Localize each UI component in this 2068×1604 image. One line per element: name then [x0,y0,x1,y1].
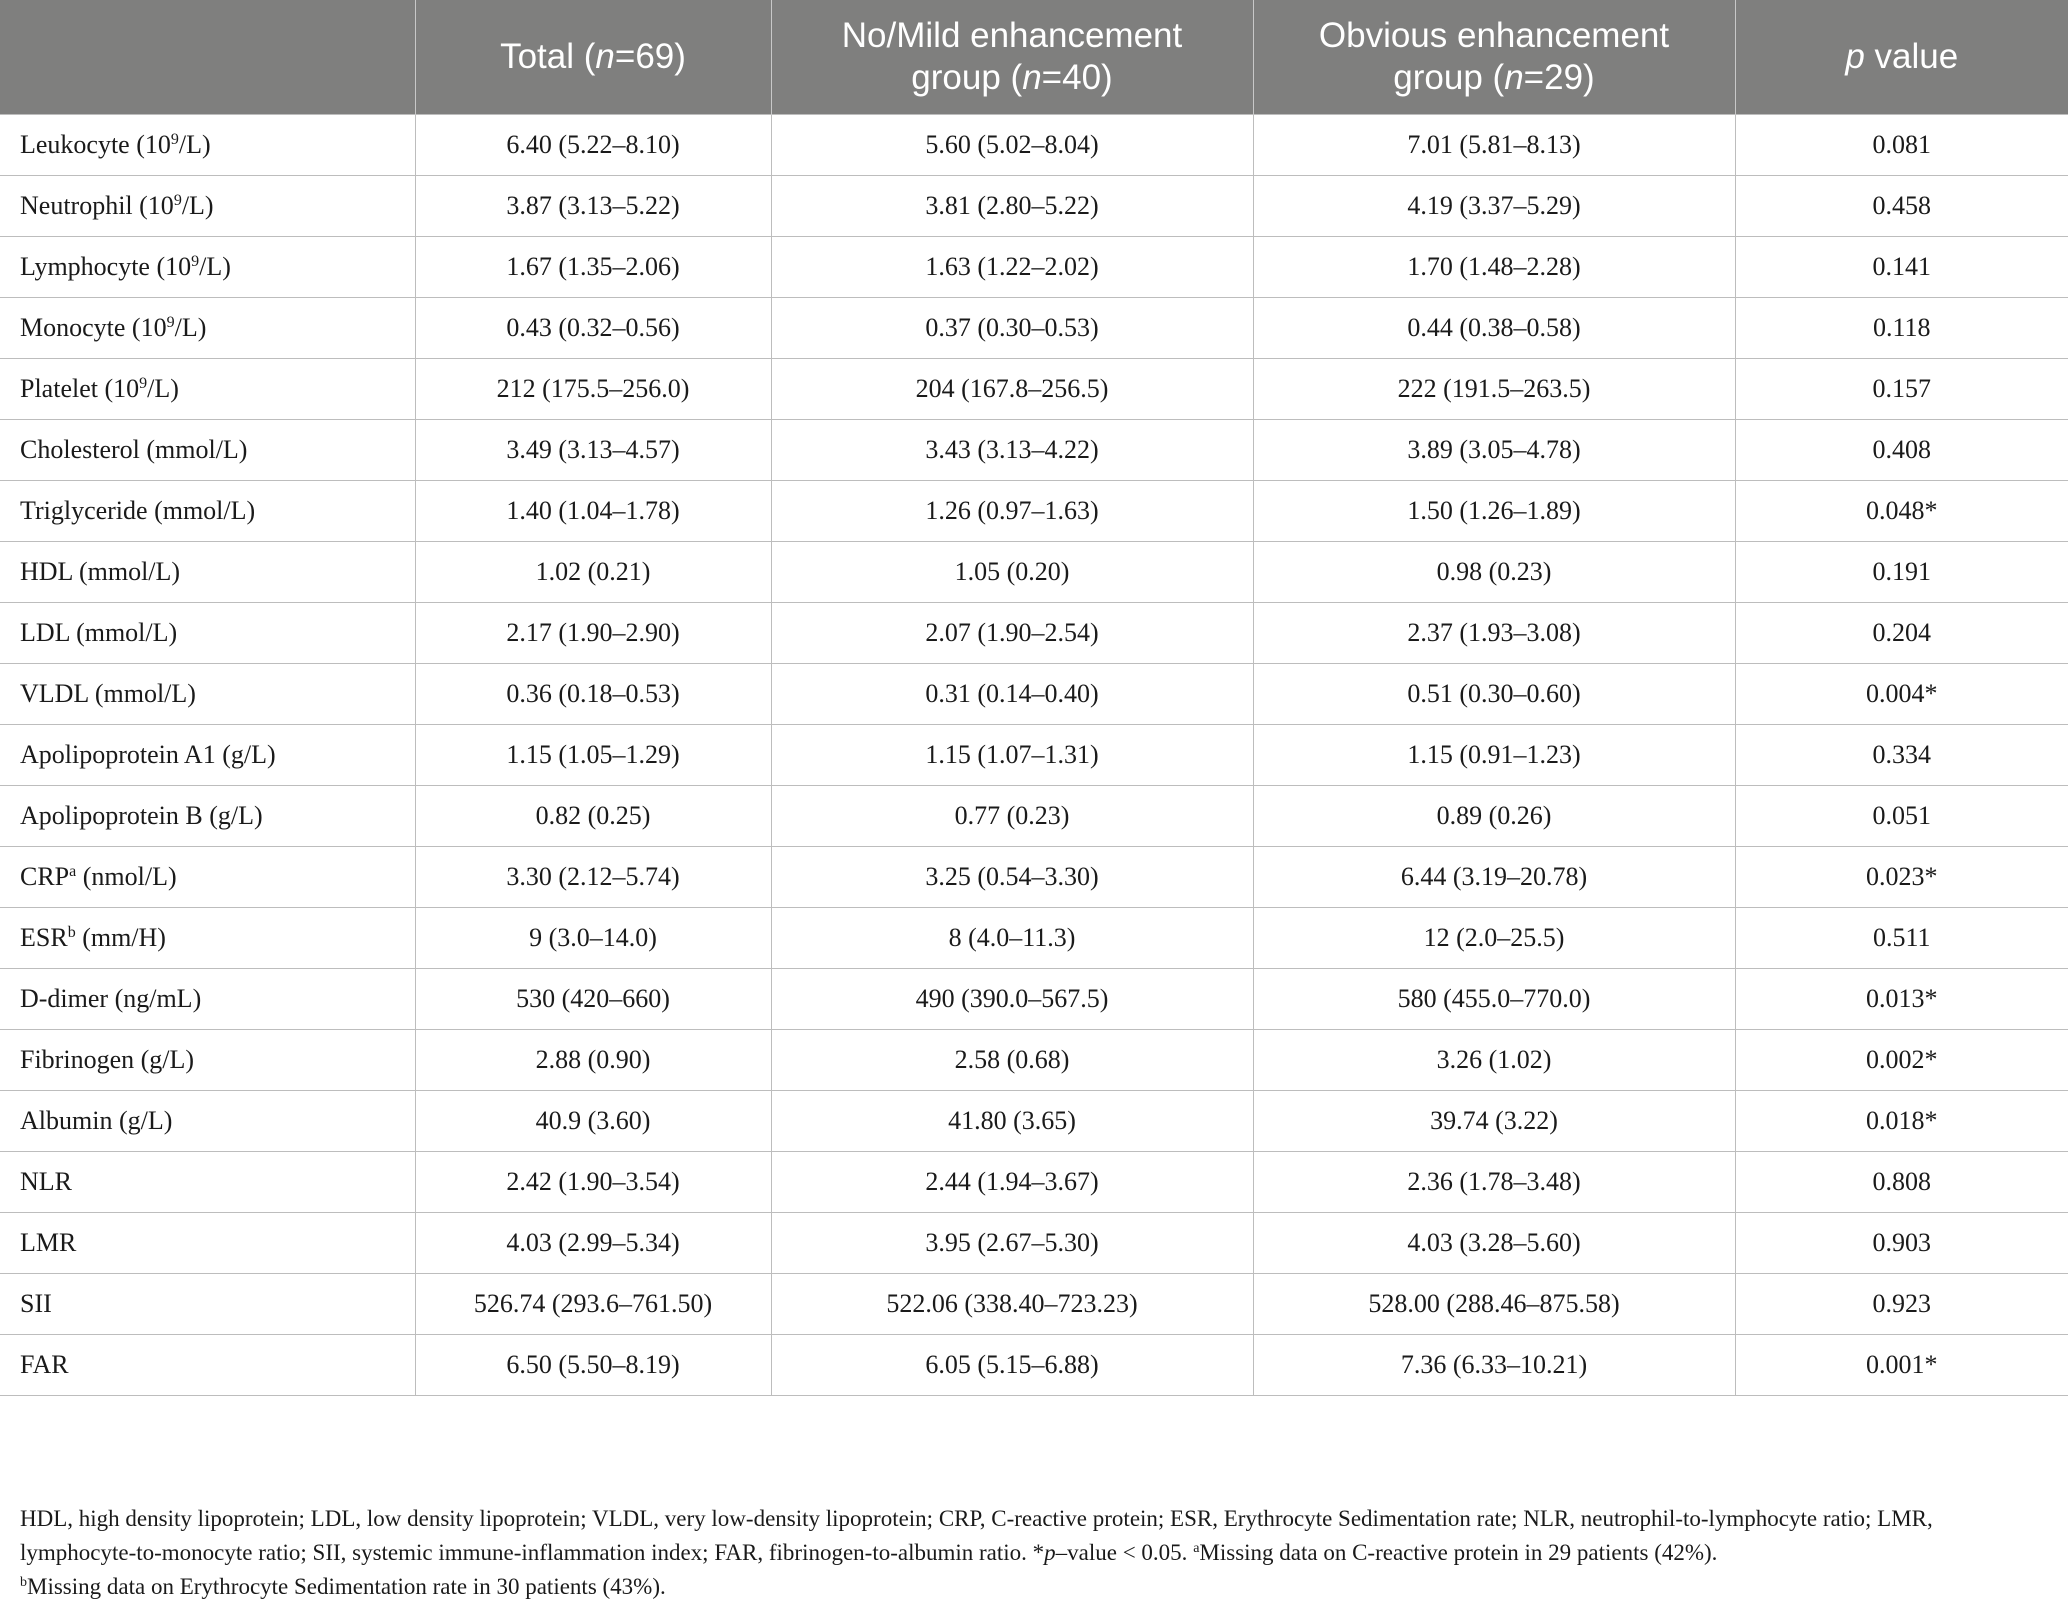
footnote-abbreviations [20,1502,2050,1570]
header-p-post: value [1864,37,1959,76]
row-label-text: CRP [20,862,70,891]
row-label [0,908,415,969]
cell-total: 6.40 (5.22–8.10) [415,115,771,176]
row-label [0,359,415,420]
cell-obvious-group: 2.37 (1.93–3.08) [1253,603,1735,664]
row-label [0,176,415,237]
cell-mild-group: 5.60 (5.02–8.04) [771,115,1253,176]
row-label [0,1030,415,1091]
cell-p-value: 0.903 [1735,1213,2068,1274]
cell-total: 2.17 (1.90–2.90) [415,603,771,664]
row-label-superscript: b [67,924,76,941]
cell-p-value: 0.002* [1735,1030,2068,1091]
cell-obvious-group: 39.74 (3.22) [1253,1091,1735,1152]
header-row [0,0,2068,115]
row-label-superscript: 9 [139,375,148,392]
cell-obvious-group: 1.70 (1.48–2.28) [1253,237,1735,298]
cell-mild-group: 3.81 (2.80–5.22) [771,176,1253,237]
row-label-text: Apolipoprotein B (g/L) [20,801,263,830]
footnote-sig-p: p [1044,1540,1056,1565]
table-row [0,237,2068,298]
header-obvious-post: =29) [1523,58,1595,97]
header-obvious-pre: group ( [1393,58,1505,97]
row-label-text: D-dimer (ng/mL) [20,984,202,1013]
cell-p-value: 0.808 [1735,1152,2068,1213]
row-label-unit: /L) [147,374,179,403]
row-label [0,1091,415,1152]
row-label [0,969,415,1030]
table-body [0,115,2068,1396]
cell-mild-group: 3.95 (2.67–5.30) [771,1213,1253,1274]
cell-p-value: 0.141 [1735,237,2068,298]
table-row [0,115,2068,176]
cell-p-value: 0.923 [1735,1274,2068,1335]
row-label-text: HDL (mmol/L) [20,557,181,586]
cell-obvious-group: 1.15 (0.91–1.23) [1253,725,1735,786]
row-label-superscript: a [69,863,77,880]
cell-total: 2.42 (1.90–3.54) [415,1152,771,1213]
cell-p-value: 0.118 [1735,298,2068,359]
cell-total: 3.49 (3.13–4.57) [415,420,771,481]
cell-obvious-group: 1.50 (1.26–1.89) [1253,481,1735,542]
footnote-a-text: Missing data on C-reactive protein in 29 patients (42%). [1199,1540,1718,1565]
row-label-text: Leukocyte (10 [20,130,171,159]
row-label-text: Fibrinogen (g/L) [20,1045,195,1074]
cell-mild-group: 1.15 (1.07–1.31) [771,725,1253,786]
row-label-superscript: 9 [170,131,179,148]
cell-obvious-group: 7.01 (5.81–8.13) [1253,115,1735,176]
row-label-unit: /L) [174,313,207,342]
cell-mild-group: 0.77 (0.23) [771,786,1253,847]
cell-obvious-group: 12 (2.0–25.5) [1253,908,1735,969]
cell-obvious-group: 4.03 (3.28–5.60) [1253,1213,1735,1274]
header-variable [0,0,415,115]
table-row [0,1152,2068,1213]
row-label [0,542,415,603]
table-row [0,176,2068,237]
cell-p-value: 0.048* [1735,481,2068,542]
cell-obvious-group: 2.36 (1.78–3.48) [1253,1152,1735,1213]
row-label-text: ESR [20,923,68,952]
row-label-unit: /L) [178,130,211,159]
cell-mild-group: 1.26 (0.97–1.63) [771,481,1253,542]
header-mild-post: =40) [1041,58,1113,97]
cell-obvious-group: 0.98 (0.23) [1253,542,1735,603]
cell-mild-group: 3.25 (0.54–3.30) [771,847,1253,908]
footnote-b [20,1570,2050,1604]
table-row [0,847,2068,908]
cell-mild-group: 2.58 (0.68) [771,1030,1253,1091]
cell-mild-group: 2.07 (1.90–2.54) [771,603,1253,664]
row-label-text: FAR [20,1350,69,1379]
cell-total: 3.30 (2.12–5.74) [415,847,771,908]
cell-mild-group: 3.43 (3.13–4.22) [771,420,1253,481]
row-label [0,420,415,481]
table-row [0,542,2068,603]
cell-total: 3.87 (3.13–5.22) [415,176,771,237]
header-total [415,0,771,115]
row-label [0,1335,415,1396]
row-label-text: Monocyte (10 [20,313,167,342]
cell-obvious-group: 0.51 (0.30–0.60) [1253,664,1735,725]
cell-total: 1.40 (1.04–1.78) [415,481,771,542]
cell-mild-group: 0.31 (0.14–0.40) [771,664,1253,725]
table-row [0,1213,2068,1274]
header-p-value [1735,0,2068,115]
cell-p-value: 0.013* [1735,969,2068,1030]
cell-total: 9 (3.0–14.0) [415,908,771,969]
cell-total: 4.03 (2.99–5.34) [415,1213,771,1274]
row-label-unit: /L) [181,191,214,220]
cell-total: 1.02 (0.21) [415,542,771,603]
cell-p-value: 0.408 [1735,420,2068,481]
cell-obvious-group: 6.44 (3.19–20.78) [1253,847,1735,908]
header-obvious-line1: Obvious enhancement [1318,16,1670,55]
header-mild-n: n [1022,58,1042,97]
cell-p-value: 0.157 [1735,359,2068,420]
cell-p-value: 0.023* [1735,847,2068,908]
row-label [0,237,415,298]
header-p: p [1845,37,1865,76]
cell-obvious-group: 3.89 (3.05–4.78) [1253,420,1735,481]
cell-obvious-group: 7.36 (6.33–10.21) [1253,1335,1735,1396]
table-row [0,298,2068,359]
row-label-superscript: 9 [166,314,175,331]
cell-p-value: 0.191 [1735,542,2068,603]
table-row [0,1030,2068,1091]
cell-obvious-group: 3.26 (1.02) [1253,1030,1735,1091]
cell-p-value: 0.334 [1735,725,2068,786]
cell-p-value: 0.051 [1735,786,2068,847]
cell-total: 212 (175.5–256.0) [415,359,771,420]
cell-p-value: 0.004* [1735,664,2068,725]
cell-p-value: 0.511 [1735,908,2068,969]
table-row [0,786,2068,847]
row-label [0,1274,415,1335]
row-label-unit: /L) [199,252,231,281]
footnote-abbrev-text: HDL, high density lipoprotein; LDL, low density lipoprotein; VLDL, very low-density lipoprotein; CRP, C-reactive protein; ESR, Erythrocyte Sedimentation rate; NLR, neutrophil-to-lymphocyte ratio; LMR, lymphocyte-to-monocyte ratio; SII, systemic immune-inflammation index; FAR, fibrinogen-to-albumin ratio. * [20,1506,1933,1565]
cell-total: 526.74 (293.6–761.50) [415,1274,771,1335]
footnote-a-mark: a [1193,1541,1200,1556]
table-row [0,420,2068,481]
row-label-text: Albumin (g/L) [20,1106,173,1135]
row-label [0,1213,415,1274]
row-label [0,481,415,542]
cell-mild-group: 522.06 (338.40–723.23) [771,1274,1253,1335]
cell-obvious-group: 580 (455.0–770.0) [1253,969,1735,1030]
cell-mild-group: 8 (4.0–11.3) [771,908,1253,969]
row-label-text: Neutrophil (10 [20,191,174,220]
table-row [0,969,2068,1030]
row-label-text: LMR [20,1228,77,1257]
row-label-superscript: 9 [173,192,182,209]
row-label-text: VLDL (mmol/L) [20,679,196,708]
row-label-text: Apolipoprotein A1 (g/L) [20,740,276,769]
cell-total: 0.43 (0.32–0.56) [415,298,771,359]
cell-p-value: 0.001* [1735,1335,2068,1396]
table-footnotes [20,1502,2050,1604]
row-label-text: Platelet (10 [20,374,140,403]
cell-p-value: 0.018* [1735,1091,2068,1152]
cell-obvious-group: 528.00 (288.46–875.58) [1253,1274,1735,1335]
row-label [0,664,415,725]
table-row [0,664,2068,725]
cell-p-value: 0.458 [1735,176,2068,237]
cell-obvious-group: 0.44 (0.38–0.58) [1253,298,1735,359]
header-mild-group [771,0,1253,115]
table-row [0,359,2068,420]
header-mild-line1: No/Mild enhancement [841,16,1183,55]
table-header [0,0,2068,115]
row-label [0,847,415,908]
cell-obvious-group: 0.89 (0.26) [1253,786,1735,847]
row-label-superscript: 9 [191,253,200,270]
row-label [0,725,415,786]
header-total-pre: Total ( [500,37,596,76]
row-label [0,1152,415,1213]
cell-total: 530 (420–660) [415,969,771,1030]
cell-mild-group: 1.05 (0.20) [771,542,1253,603]
row-label-text: SII [20,1289,52,1318]
row-label-text: Lymphocyte (10 [20,252,192,281]
cell-obvious-group: 4.19 (3.37–5.29) [1253,176,1735,237]
row-label-text: LDL (mmol/L) [20,618,178,647]
row-label [0,115,415,176]
row-label [0,298,415,359]
footnote-b-text: Missing data on Erythrocyte Sedimentation rate in 30 patients (43%). [27,1574,666,1599]
cell-mild-group: 1.63 (1.22–2.02) [771,237,1253,298]
row-label [0,603,415,664]
table-row [0,481,2068,542]
table-row [0,1335,2068,1396]
table-row [0,725,2068,786]
cell-total: 0.82 (0.25) [415,786,771,847]
cell-total: 1.67 (1.35–2.06) [415,237,771,298]
row-label [0,786,415,847]
cell-mild-group: 41.80 (3.65) [771,1091,1253,1152]
header-obvious-group [1253,0,1735,115]
cell-total: 6.50 (5.50–8.19) [415,1335,771,1396]
table-row [0,1274,2068,1335]
cell-total: 0.36 (0.18–0.53) [415,664,771,725]
cell-mild-group: 2.44 (1.94–3.67) [771,1152,1253,1213]
cell-mild-group: 0.37 (0.30–0.53) [771,298,1253,359]
cell-mild-group: 490 (390.0–567.5) [771,969,1253,1030]
table-row [0,603,2068,664]
cell-mild-group: 204 (167.8–256.5) [771,359,1253,420]
header-obvious-n: n [1504,58,1524,97]
row-label-unit: (mm/H) [75,923,166,952]
row-label-text: Cholesterol (mmol/L) [20,435,248,464]
header-total-n: n [595,37,615,76]
cell-p-value: 0.081 [1735,115,2068,176]
table-row [0,908,2068,969]
cell-total: 1.15 (1.05–1.29) [415,725,771,786]
header-total-post: =69) [614,37,686,76]
cell-obvious-group: 222 (191.5–263.5) [1253,359,1735,420]
cell-p-value: 0.204 [1735,603,2068,664]
row-label-text: NLR [20,1167,72,1196]
cell-total: 2.88 (0.90) [415,1030,771,1091]
footnote-b-mark: b [20,1575,27,1590]
cell-total: 40.9 (3.60) [415,1091,771,1152]
row-label-text: Triglyceride (mmol/L) [20,496,256,525]
cell-mild-group: 6.05 (5.15–6.88) [771,1335,1253,1396]
table-row [0,1091,2068,1152]
row-label-unit: (nmol/L) [76,862,177,891]
header-mild-pre: group ( [911,58,1023,97]
footnote-sig-rest: –value < 0.05. [1055,1540,1194,1565]
